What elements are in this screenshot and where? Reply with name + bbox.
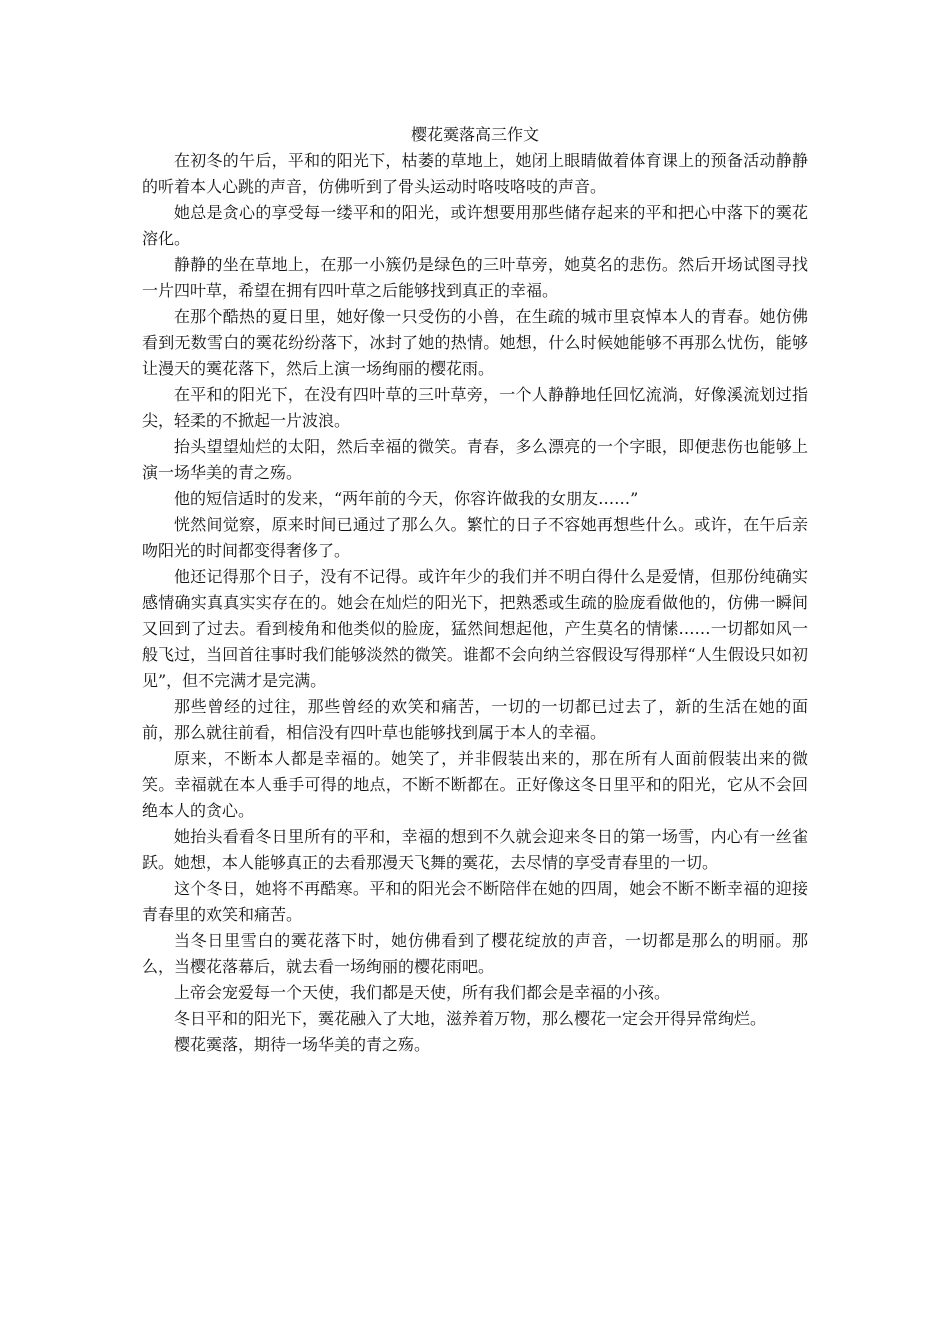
paragraph-13: 这个冬日，她将不再酷寒。平和的阳光会不断陪伴在她的四周，她会不断不断幸福的迎接青春里的欢笑和痛苦。 bbox=[142, 879, 808, 924]
document-page bbox=[142, 122, 808, 1058]
paragraph-9: 他还记得那个日子，没有不记得。或许年少的我们并不明白得什么是爱情，但那份纯确实感情确实真真实实存在的。她会在灿烂的阳光下，把熟悉或生疏的脸庞看做他的，仿佛一瞬间又回到了过去。看到棱角和他类似的脸庞，猛然间想起他，产生莫名的情愫……一切都如风一般飞过，当回首往事时我们能够淡然的微笑。谁都不会向纳兰容假设写得那样“人生假设只如初见”，但不完满才是完满。 bbox=[142, 567, 808, 690]
paragraph-7: 他的短信适时的发来，“两年前的今天，你容许做我的女朋友……” bbox=[174, 489, 639, 508]
paragraph-12: 她抬头看看冬日里所有的平和，幸福的想到不久就会迎来冬日的第一场雪，内心有一丝雀跃。她想，本人能够真正的去看那漫天飞舞的霙花，去尽情的享受青春里的一切。 bbox=[142, 827, 808, 872]
paragraph-1: 在初冬的午后，平和的阳光下，枯萎的草地上，她闭上眼睛做着体育课上的预备活动静静的听着本人心跳的声音，仿佛听到了骨头运动时咯吱咯吱的声音。 bbox=[142, 151, 808, 196]
paragraph-14: 当冬日里雪白的霙花落下时，她仿佛看到了樱花绽放的声音，一切都是那么的明丽。那么，当樱花落幕后，就去看一场绚丽的樱花雨吧。 bbox=[142, 931, 808, 976]
paragraph-3: 静静的坐在草地上，在那一小簇仍是绿色的三叶草旁，她莫名的悲伤。然后开场试图寻找一片四叶草，希望在拥有四叶草之后能够找到真正的幸福。 bbox=[142, 255, 808, 300]
paragraph-2: 她总是贪心的享受每一缕平和的阳光，或许想要用那些储存起来的平和把心中落下的霙花溶化。 bbox=[142, 203, 808, 248]
paragraph-8: 恍然间觉察，原来时间已通过了那么久。繁忙的日子不容她再想些什么。或许，在午后亲吻阳光的时间都变得奢侈了。 bbox=[142, 515, 808, 560]
paragraph-16: 冬日平和的阳光下，霙花融入了大地，滋养着万物，那么樱花一定会开得异常绚烂。 bbox=[174, 1009, 767, 1028]
document-title: 樱花霙落高三作文 bbox=[410, 125, 539, 144]
paragraph-10: 那些曾经的过往，那些曾经的欢笑和痛苦，一切的一切都已过去了，新的生活在她的面前，那么就往前看，相信没有四叶草也能够找到属于本人的幸福。 bbox=[142, 697, 808, 742]
paragraph-5: 在平和的阳光下，在没有四叶草的三叶草旁，一个人静静地任回忆流淌，好像溪流划过指尖，轻柔的不掀起一片波浪。 bbox=[142, 385, 808, 430]
paragraph-17: 樱花霙落，期待一场华美的青之殇。 bbox=[174, 1035, 431, 1054]
paragraph-15: 上帝会宠爱每一个天使，我们都是天使，所有我们都会是幸福的小孩。 bbox=[174, 983, 671, 1002]
paragraph-4: 在那个酷热的夏日里，她好像一只受伤的小兽，在生疏的城市里哀悼本人的青春。她仿佛看到无数雪白的霙花纷纷落下，冰封了她的热情。她想，什么时候她能够不再那么忧伤，能够让漫天的霙花落下，然后上演一场绚丽的樱花雨。 bbox=[142, 307, 808, 378]
paragraph-11: 原来，不断本人都是幸福的。她笑了，并非假装出来的，那在所有人面前假装出来的微笑。幸福就在本人垂手可得的地点，不断不断都在。正好像这冬日里平和的阳光，它从不会回绝本人的贪心。 bbox=[142, 749, 808, 820]
paragraph-6: 抬头望望灿烂的太阳，然后幸福的微笑。青春，多么漂亮的一个字眼，即便悲伤也能够上演一场华美的青之殇。 bbox=[142, 437, 808, 482]
